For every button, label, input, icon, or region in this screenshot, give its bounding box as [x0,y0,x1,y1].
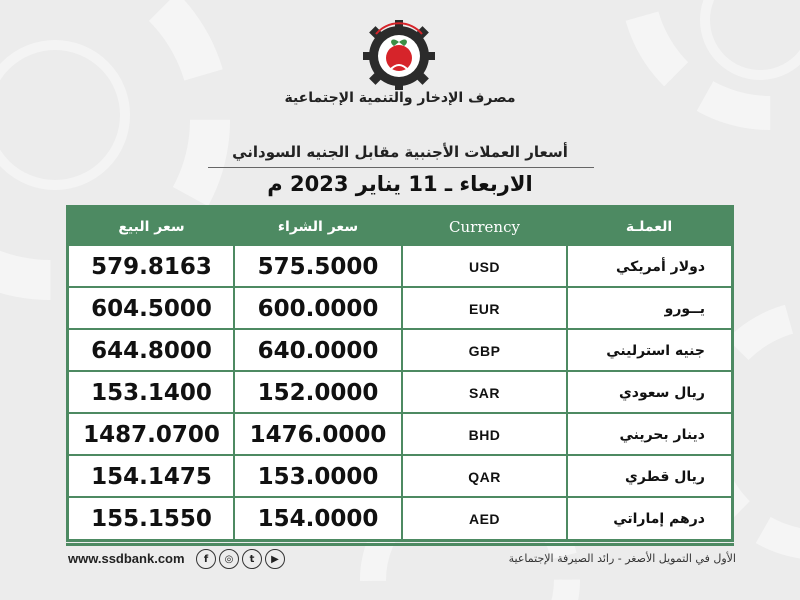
instagram-icon[interactable]: ◎ [219,549,239,569]
youtube-icon[interactable]: ▶ [265,549,285,569]
buy-rate: 1476.0000 [249,422,387,448]
exchange-rate-table [66,205,734,542]
sell-rate: 155.1550 [91,506,212,532]
bank-logo [356,12,442,92]
table-header [69,208,731,246]
twitter-icon[interactable]: t [242,549,262,569]
currency-code: USD [468,259,501,275]
currency-name: ريال سعودي [618,385,705,401]
buy-rate: 600.0000 [257,296,379,322]
currency-name: دولار أمريكي [616,259,705,275]
facebook-icon[interactable]: f [196,549,216,569]
currency-code: GBP [468,343,501,359]
currency-name: دينار بحريني [619,427,705,443]
buy-rate: 153.0000 [257,464,379,490]
buy-rate: 154.0000 [257,506,379,532]
column-header-name: العملـة [625,219,673,235]
column-header-currency: Currency [449,218,520,236]
page-title: أسعار العملات الأجنبية مقابل الجنيه السوداني [232,143,568,161]
table-row [69,498,731,540]
currency-code: SAR [468,385,501,401]
table-row [69,330,731,372]
table-row [69,456,731,498]
sell-rate: 1487.0700 [83,422,220,448]
column-header-sell: سعر البيع [118,219,185,235]
sell-rate: 579.8163 [91,254,212,280]
social-links [196,549,285,569]
buy-rate: 152.0000 [257,380,379,406]
footer-divider [66,543,734,546]
website-link[interactable]: www.ssdbank.com [68,551,185,566]
sell-rate: 153.1400 [91,380,212,406]
currency-name: ريال قطري [625,469,705,485]
currency-name: جنيه استرليني [606,343,705,359]
title-divider [208,167,594,168]
buy-rate: 575.5000 [257,254,379,280]
table-row [69,414,731,456]
buy-rate: 640.0000 [257,338,379,364]
currency-name: يــورو [664,301,705,317]
currency-code: AED [468,511,501,527]
currency-name: درهم إماراتي [613,511,705,527]
bank-slogan: الأول في التمويل الأصغر - رائد الصيرفة الإجتماعية [508,552,736,565]
column-header-buy: سعر الشراء [277,219,359,235]
sell-rate: 604.5000 [91,296,212,322]
table-row [69,288,731,330]
sell-rate: 644.8000 [91,338,212,364]
bulletin-date: الاربعاء ـ 11 يناير 2023 م [267,172,533,196]
sell-rate: 154.1475 [91,464,212,490]
table-row [69,246,731,288]
table-row [69,372,731,414]
currency-code: BHD [468,427,501,443]
currency-code: EUR [468,301,501,317]
currency-code: QAR [468,469,501,485]
bank-name: مصرف الإدخار والتنمية الإجتماعية [284,90,516,106]
